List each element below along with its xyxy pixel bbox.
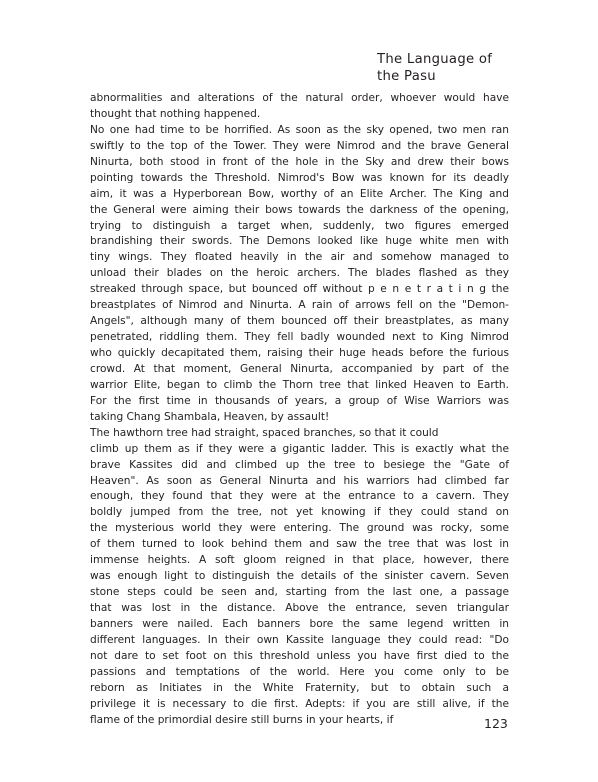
text-line: The hawthorn tree had straight, spaced branches, so that it could <box>90 426 439 439</box>
running-head-title: The Language of the Pasu <box>377 52 493 84</box>
text-line: banners were nailed. Each banners bore the same legend written in <box>90 617 509 630</box>
text-line: flame of the primordial desire still burns in your hearts, if <box>90 713 394 726</box>
text-line: crowd. At that moment, General Ninurta, accompanied by part of the <box>90 362 509 375</box>
body-text <box>90 91 509 729</box>
text-line: of them turned to look behind them and saw the tree that was lost in <box>90 538 509 551</box>
text-line: pointing towards the Threshold. Nimrod's Bow was known for its deadly <box>90 171 509 184</box>
text-line: warrior Elite, began to climb the Thorn tree that linked Heaven to Earth. <box>90 378 509 391</box>
text-line: thought that nothing happened. <box>90 107 261 120</box>
text-line: reborn as Initiates in the White Fraternity, but to obtain such a <box>90 681 509 694</box>
text-line: climb up them as if they were a gigantic ladder. This is exactly what the <box>90 442 509 455</box>
text-line: the mysterious world they were entering. The ground was rocky, some <box>90 522 509 535</box>
text-line: the General were aiming their bows towards the darkness of the opening, <box>90 203 509 216</box>
text-line: breastplates of Nimrod and Ninurta. A rain of arrows fell on the "Demon- <box>90 299 509 312</box>
text-line: boldly jumped from the tree, not yet knowing if they could stand on <box>90 506 509 519</box>
text-line: different languages. In their own Kassite language they could read: "Do <box>90 633 509 646</box>
text-line: passions and temptations of the world. Here you come only to be <box>90 665 509 678</box>
text-line: aim, it was a Hyperborean Bow, worthy of an Elite Archer. The King and <box>90 187 509 200</box>
text-line: Ninurta, both stood in front of the hole in the Sky and drew their bows <box>90 155 509 168</box>
text-line: enough, they found that they were at the entrance to a cavern. They <box>90 490 509 503</box>
text-line: Angels", although many of them bounced off their breastplates, as many <box>90 315 509 328</box>
page-number: 123 <box>484 716 508 731</box>
text-line: For the first time in thousands of years, a group of Wise Warriors was <box>90 394 509 407</box>
text-line: trying to distinguish a target when, suddenly, two figures emerged <box>90 219 509 232</box>
text-line: stone steps could be seen and, starting from the last one, a passage <box>90 586 509 599</box>
text-line: Heaven". As soon as General Ninurta and his warriors had climbed far <box>90 474 509 487</box>
text-line: brandishing their swords. The Demons looked like huge white men with <box>90 235 509 248</box>
text-line: not dare to set foot on this threshold unless you have first died to the <box>90 649 509 662</box>
text-line: streaked through space, but bounced off without p e n e t r a t i n g the <box>90 283 509 296</box>
text-line: brave Kassites did and climbed up the tree to besiege the "Gate of <box>90 458 509 471</box>
text-line: abnormalities and alterations of the natural order, whoever would have <box>90 92 509 104</box>
text-line: privilege it is necessary to die first. Adepts: if you are still alive, if the <box>90 697 509 710</box>
text-line: was enough light to distinguish the details of the sinister cavern. Seven <box>90 570 509 583</box>
text-line: penetrated, riddling them. They fell badly wounded next to King Nimrod <box>90 331 509 344</box>
text-line: tiny wings. They floated heavily in the air and somehow managed to <box>90 251 509 264</box>
text-line: unload their blades on the heroic archers. The blades flashed as they <box>90 267 509 280</box>
text-line: that was lost in the distance. Above the entrance, seven triangular <box>90 602 509 614</box>
text-line: No one had time to be horrified. As soon as the sky opened, two men ran <box>90 123 509 136</box>
text-line: who quickly decapitated them, raising their huge heads before the furious <box>90 347 509 359</box>
text-line: taking Chang Shambala, Heaven, by assault! <box>90 410 330 423</box>
text-line: immense heights. A soft gloom reigned in that place, however, there <box>90 554 509 567</box>
text-line: swiftly to the top of the Tower. They were Nimrod and the brave General <box>90 139 509 152</box>
